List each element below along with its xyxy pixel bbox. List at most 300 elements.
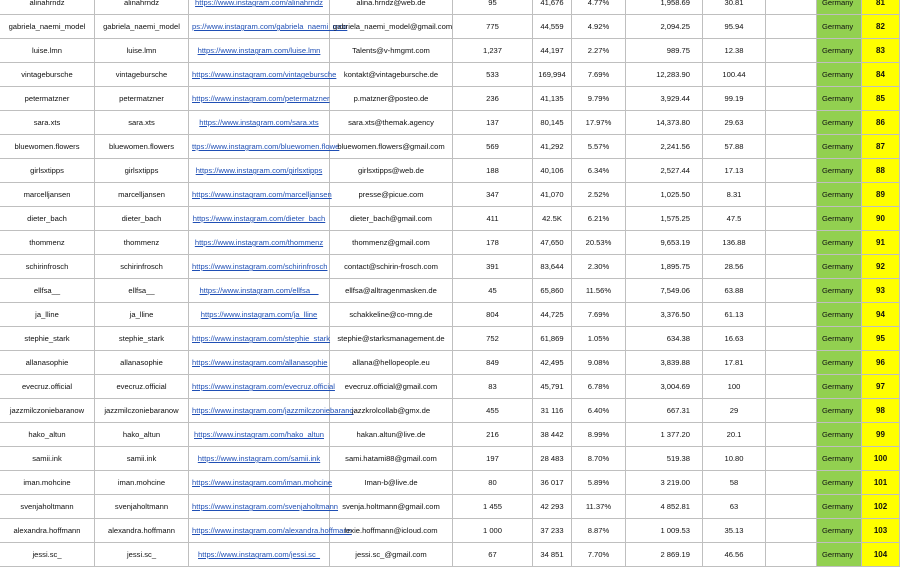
cell-posts[interactable]: 1,237 bbox=[453, 39, 533, 62]
cell-name[interactable]: alexandra.hoffmann bbox=[0, 519, 95, 542]
cell-engagement-rate[interactable]: 11.37% bbox=[572, 495, 626, 518]
cell-username[interactable]: alexandra.hoffmann bbox=[95, 519, 189, 542]
cell-profile-link[interactable] bbox=[189, 423, 330, 446]
cell-row-number[interactable]: 84 bbox=[862, 63, 900, 86]
cell-ratio[interactable]: 95.94 bbox=[703, 15, 766, 38]
profile-link[interactable]: https://www.instagram.com/iman.mohcine bbox=[192, 478, 333, 487]
cell-engagement-rate[interactable]: 6.78% bbox=[572, 375, 626, 398]
table-row[interactable] bbox=[0, 399, 900, 423]
table-row[interactable] bbox=[0, 135, 900, 159]
cell-engagement-rate[interactable]: 5.89% bbox=[572, 471, 626, 494]
cell-profile-link[interactable] bbox=[189, 447, 330, 470]
cell-email[interactable]: Talents@v-hmgmt.com bbox=[330, 39, 453, 62]
cell-empty[interactable] bbox=[766, 543, 817, 566]
cell-username[interactable]: jazzmilczoniebaranow bbox=[95, 399, 189, 422]
cell-name[interactable]: samii.ink bbox=[0, 447, 95, 470]
profile-link[interactable]: https://www.instagram.com/allanasophie bbox=[192, 358, 328, 367]
table-row[interactable] bbox=[0, 15, 900, 39]
cell-followers[interactable]: 45,791 bbox=[533, 375, 572, 398]
cell-country[interactable]: Germany bbox=[817, 495, 862, 518]
cell-username[interactable]: thommenz bbox=[95, 231, 189, 254]
cell-empty[interactable] bbox=[766, 63, 817, 86]
cell-posts[interactable]: 178 bbox=[453, 231, 533, 254]
cell-followers[interactable]: 169,994 bbox=[533, 63, 572, 86]
cell-profile-link[interactable] bbox=[189, 183, 330, 206]
cell-followers[interactable]: 83,644 bbox=[533, 255, 572, 278]
cell-followers[interactable]: 42.5K bbox=[533, 207, 572, 230]
cell-profile-link[interactable] bbox=[189, 279, 330, 302]
cell-profile-link[interactable] bbox=[189, 207, 330, 230]
cell-followers[interactable]: 47,650 bbox=[533, 231, 572, 254]
cell-username[interactable]: alinahrndz bbox=[95, 0, 189, 14]
cell-name[interactable]: jessi.sc_ bbox=[0, 543, 95, 566]
profile-link[interactable]: https://www.instagram.com/girlsxtipps bbox=[195, 166, 323, 175]
cell-ratio[interactable]: 63 bbox=[703, 495, 766, 518]
cell-profile-link[interactable] bbox=[189, 471, 333, 494]
cell-followers[interactable]: 40,106 bbox=[533, 159, 572, 182]
cell-empty[interactable] bbox=[766, 399, 817, 422]
cell-row-number[interactable]: 101 bbox=[862, 471, 900, 494]
profile-link[interactable]: https://www.instagram.com/luise.lmn bbox=[197, 46, 321, 55]
cell-country[interactable]: Germany bbox=[817, 279, 862, 302]
cell-followers[interactable]: 44,197 bbox=[533, 39, 572, 62]
cell-row-number[interactable]: 85 bbox=[862, 87, 900, 110]
cell-empty[interactable] bbox=[766, 303, 817, 326]
profile-link[interactable]: ps://www.instagram.com/gabriela_naemi_moo bbox=[192, 22, 348, 31]
cell-row-number[interactable]: 90 bbox=[862, 207, 900, 230]
cell-username[interactable]: sara.xts bbox=[95, 111, 189, 134]
cell-profile-link[interactable] bbox=[189, 15, 348, 38]
cell-posts[interactable]: 188 bbox=[453, 159, 533, 182]
cell-followers[interactable]: 42,495 bbox=[533, 351, 572, 374]
cell-avg-interactions[interactable]: 4 852.81 bbox=[626, 495, 703, 518]
table-row[interactable] bbox=[0, 351, 900, 375]
cell-country[interactable]: Germany bbox=[817, 159, 862, 182]
cell-posts[interactable]: 775 bbox=[453, 15, 533, 38]
cell-email[interactable]: bluewomen.flowers@gmail.com bbox=[330, 135, 453, 158]
profile-link[interactable]: https://www.instagram.com/schirinfrosch bbox=[192, 262, 328, 271]
profile-link[interactable]: https://www.instagram.com/dieter_bach bbox=[192, 214, 326, 223]
cell-username[interactable]: iman.mohcine bbox=[95, 471, 189, 494]
cell-profile-link[interactable] bbox=[189, 159, 330, 182]
cell-empty[interactable] bbox=[766, 495, 817, 518]
cell-engagement-rate[interactable]: 9.79% bbox=[572, 87, 626, 110]
cell-posts[interactable]: 1 455 bbox=[453, 495, 533, 518]
table-row[interactable] bbox=[0, 303, 900, 327]
cell-followers[interactable]: 38 442 bbox=[533, 423, 572, 446]
table-row[interactable] bbox=[0, 183, 900, 207]
cell-avg-interactions[interactable]: 2,527.44 bbox=[626, 159, 703, 182]
cell-country[interactable]: Germany bbox=[817, 87, 862, 110]
cell-country[interactable]: Germany bbox=[817, 111, 862, 134]
cell-engagement-rate[interactable]: 4.92% bbox=[572, 15, 626, 38]
cell-empty[interactable] bbox=[766, 231, 817, 254]
cell-email[interactable]: jessi.sc_@gmail.com bbox=[330, 543, 453, 566]
cell-ratio[interactable]: 28.56 bbox=[703, 255, 766, 278]
cell-ratio[interactable]: 10.80 bbox=[703, 447, 766, 470]
cell-followers[interactable]: 28 483 bbox=[533, 447, 572, 470]
cell-row-number[interactable]: 83 bbox=[862, 39, 900, 62]
cell-username[interactable]: schirinfrosch bbox=[95, 255, 189, 278]
cell-ratio[interactable]: 61.13 bbox=[703, 303, 766, 326]
table-row[interactable] bbox=[0, 87, 900, 111]
cell-posts[interactable]: 569 bbox=[453, 135, 533, 158]
cell-username[interactable]: luise.lmn bbox=[95, 39, 189, 62]
cell-followers[interactable]: 36 017 bbox=[533, 471, 572, 494]
cell-empty[interactable] bbox=[766, 15, 817, 38]
cell-profile-link[interactable] bbox=[189, 231, 330, 254]
cell-row-number[interactable]: 97 bbox=[862, 375, 900, 398]
table-row[interactable] bbox=[0, 111, 900, 135]
profile-link[interactable]: https://www.instagram.com/svenjaholtmann bbox=[192, 502, 339, 511]
cell-country[interactable]: Germany bbox=[817, 255, 862, 278]
cell-ratio[interactable]: 58 bbox=[703, 471, 766, 494]
cell-row-number[interactable]: 94 bbox=[862, 303, 900, 326]
cell-country[interactable]: Germany bbox=[817, 207, 862, 230]
cell-engagement-rate[interactable]: 11.56% bbox=[572, 279, 626, 302]
cell-followers[interactable]: 80,145 bbox=[533, 111, 572, 134]
cell-name[interactable]: evecruz.official bbox=[0, 375, 95, 398]
cell-empty[interactable] bbox=[766, 39, 817, 62]
cell-row-number[interactable]: 92 bbox=[862, 255, 900, 278]
cell-ratio[interactable]: 47.5 bbox=[703, 207, 766, 230]
profile-link[interactable]: https://www.instagram.com/vintagebursche bbox=[192, 70, 337, 79]
cell-country[interactable]: Germany bbox=[817, 423, 862, 446]
cell-name[interactable]: gabriela_naemi_model bbox=[0, 15, 95, 38]
table-row[interactable] bbox=[0, 327, 900, 351]
cell-row-number[interactable]: 88 bbox=[862, 159, 900, 182]
cell-username[interactable]: jessi.sc_ bbox=[95, 543, 189, 566]
cell-username[interactable]: petermatzner bbox=[95, 87, 189, 110]
cell-avg-interactions[interactable]: 1,025.50 bbox=[626, 183, 703, 206]
cell-followers[interactable]: 41,070 bbox=[533, 183, 572, 206]
cell-email[interactable]: sami.hatami88@gmail.com bbox=[330, 447, 453, 470]
profile-link[interactable]: https://www.instagram.com/hako_altun bbox=[194, 430, 324, 439]
cell-avg-interactions[interactable]: 2,241.56 bbox=[626, 135, 703, 158]
cell-email[interactable]: svenja.holtmann@gmail.com bbox=[330, 495, 453, 518]
cell-name[interactable]: allanasophie bbox=[0, 351, 95, 374]
cell-email[interactable]: schakkeline@co-mng.de bbox=[330, 303, 453, 326]
cell-avg-interactions[interactable]: 634.38 bbox=[626, 327, 703, 350]
cell-row-number[interactable]: 89 bbox=[862, 183, 900, 206]
cell-name[interactable]: luise.lmn bbox=[0, 39, 95, 62]
cell-username[interactable]: girlsxtipps bbox=[95, 159, 189, 182]
cell-profile-link[interactable] bbox=[189, 543, 330, 566]
cell-country[interactable]: Germany bbox=[817, 471, 862, 494]
cell-email[interactable]: ellfsa@alltragenmasken.de bbox=[330, 279, 453, 302]
cell-profile-link[interactable] bbox=[189, 375, 335, 398]
cell-empty[interactable] bbox=[766, 207, 817, 230]
cell-empty[interactable] bbox=[766, 183, 817, 206]
table-row[interactable] bbox=[0, 543, 900, 567]
cell-avg-interactions[interactable]: 519.38 bbox=[626, 447, 703, 470]
cell-name[interactable]: thommenz bbox=[0, 231, 95, 254]
cell-name[interactable]: alinahrndz bbox=[0, 0, 95, 14]
cell-posts[interactable]: 45 bbox=[453, 279, 533, 302]
cell-engagement-rate[interactable]: 8.99% bbox=[572, 423, 626, 446]
cell-empty[interactable] bbox=[766, 159, 817, 182]
cell-country[interactable]: Germany bbox=[817, 63, 862, 86]
cell-country[interactable]: Germany bbox=[817, 15, 862, 38]
cell-engagement-rate[interactable]: 6.34% bbox=[572, 159, 626, 182]
cell-email[interactable]: lexie.hoffmann@icloud.com bbox=[330, 519, 453, 542]
cell-profile-link[interactable] bbox=[189, 519, 352, 542]
cell-posts[interactable]: 391 bbox=[453, 255, 533, 278]
cell-empty[interactable] bbox=[766, 423, 817, 446]
cell-country[interactable]: Germany bbox=[817, 543, 862, 566]
cell-username[interactable]: ellfsa__ bbox=[95, 279, 189, 302]
cell-profile-link[interactable] bbox=[189, 87, 330, 110]
cell-row-number[interactable]: 103 bbox=[862, 519, 900, 542]
profile-link[interactable]: https://www.instagram.com/ellfsa__ bbox=[199, 286, 319, 295]
cell-row-number[interactable]: 86 bbox=[862, 111, 900, 134]
table-row[interactable] bbox=[0, 471, 900, 495]
cell-email[interactable]: p.matzner@posteo.de bbox=[330, 87, 453, 110]
profile-link[interactable]: https://www.instagram.com/samii.ink bbox=[197, 454, 321, 463]
cell-row-number[interactable]: 81 bbox=[862, 0, 900, 14]
cell-username[interactable]: allanasophie bbox=[95, 351, 189, 374]
cell-avg-interactions[interactable]: 1,958.69 bbox=[626, 0, 703, 14]
profile-link[interactable]: https://www.instagram.com/jazzmilczoniebarano bbox=[192, 406, 354, 415]
cell-profile-link[interactable] bbox=[189, 63, 337, 86]
cell-name[interactable]: schirinfrosch bbox=[0, 255, 95, 278]
table-row[interactable] bbox=[0, 39, 900, 63]
cell-engagement-rate[interactable]: 4.77% bbox=[572, 0, 626, 14]
cell-country[interactable]: Germany bbox=[817, 375, 862, 398]
cell-email[interactable]: hakan.altun@live.de bbox=[330, 423, 453, 446]
cell-avg-interactions[interactable]: 2,094.25 bbox=[626, 15, 703, 38]
cell-engagement-rate[interactable]: 2.30% bbox=[572, 255, 626, 278]
cell-country[interactable]: Germany bbox=[817, 327, 862, 350]
cell-name[interactable]: ja_lline bbox=[0, 303, 95, 326]
cell-country[interactable]: Germany bbox=[817, 135, 862, 158]
cell-posts[interactable]: 804 bbox=[453, 303, 533, 326]
cell-engagement-rate[interactable]: 8.87% bbox=[572, 519, 626, 542]
profile-link[interactable]: https://www.instagram.com/ja_lline bbox=[200, 310, 318, 319]
cell-username[interactable]: vintagebursche bbox=[95, 63, 189, 86]
table-row[interactable] bbox=[0, 279, 900, 303]
cell-country[interactable]: Germany bbox=[817, 399, 862, 422]
table-row[interactable] bbox=[0, 447, 900, 471]
cell-name[interactable]: svenjaholtmann bbox=[0, 495, 95, 518]
cell-posts[interactable]: 411 bbox=[453, 207, 533, 230]
cell-email[interactable]: jazzkrolcollab@gmx.de bbox=[330, 399, 453, 422]
cell-ratio[interactable]: 99.19 bbox=[703, 87, 766, 110]
cell-avg-interactions[interactable]: 2 869.19 bbox=[626, 543, 703, 566]
cell-posts[interactable]: 849 bbox=[453, 351, 533, 374]
cell-followers[interactable]: 31 116 bbox=[533, 399, 572, 422]
table-row[interactable] bbox=[0, 159, 900, 183]
cell-avg-interactions[interactable]: 1,575.25 bbox=[626, 207, 703, 230]
cell-empty[interactable] bbox=[766, 87, 817, 110]
cell-posts[interactable]: 1 000 bbox=[453, 519, 533, 542]
table-row[interactable] bbox=[0, 63, 900, 87]
table-row[interactable] bbox=[0, 207, 900, 231]
cell-avg-interactions[interactable]: 3,004.69 bbox=[626, 375, 703, 398]
cell-empty[interactable] bbox=[766, 279, 817, 302]
cell-username[interactable]: svenjaholtmann bbox=[95, 495, 189, 518]
cell-username[interactable]: marcelljansen bbox=[95, 183, 189, 206]
cell-engagement-rate[interactable]: 2.52% bbox=[572, 183, 626, 206]
cell-empty[interactable] bbox=[766, 327, 817, 350]
cell-avg-interactions[interactable]: 3,376.50 bbox=[626, 303, 703, 326]
table-row[interactable] bbox=[0, 495, 900, 519]
cell-email[interactable]: allana@hellopeople.eu bbox=[330, 351, 453, 374]
cell-engagement-rate[interactable]: 1.05% bbox=[572, 327, 626, 350]
cell-empty[interactable] bbox=[766, 0, 817, 14]
cell-followers[interactable]: 44,725 bbox=[533, 303, 572, 326]
cell-username[interactable]: evecruz.official bbox=[95, 375, 189, 398]
cell-row-number[interactable]: 82 bbox=[862, 15, 900, 38]
profile-link[interactable]: https://www.instagram.com/alinahrndz bbox=[195, 0, 323, 7]
cell-row-number[interactable]: 95 bbox=[862, 327, 900, 350]
cell-posts[interactable]: 197 bbox=[453, 447, 533, 470]
cell-followers[interactable]: 61,869 bbox=[533, 327, 572, 350]
cell-email[interactable]: dieter_bach@gmail.com bbox=[330, 207, 453, 230]
cell-posts[interactable]: 67 bbox=[453, 543, 533, 566]
cell-profile-link[interactable] bbox=[189, 351, 330, 374]
table-row[interactable] bbox=[0, 231, 900, 255]
cell-country[interactable]: Germany bbox=[817, 39, 862, 62]
cell-avg-interactions[interactable]: 3,839.88 bbox=[626, 351, 703, 374]
cell-name[interactable]: ellfsa__ bbox=[0, 279, 95, 302]
cell-avg-interactions[interactable]: 7,549.06 bbox=[626, 279, 703, 302]
cell-row-number[interactable]: 91 bbox=[862, 231, 900, 254]
cell-country[interactable]: Germany bbox=[817, 351, 862, 374]
cell-username[interactable]: hako_altun bbox=[95, 423, 189, 446]
cell-username[interactable]: stephie_stark bbox=[95, 327, 189, 350]
cell-username[interactable]: ja_lline bbox=[95, 303, 189, 326]
cell-name[interactable]: stephie_stark bbox=[0, 327, 95, 350]
cell-row-number[interactable]: 98 bbox=[862, 399, 900, 422]
cell-country[interactable]: Germany bbox=[817, 303, 862, 326]
table-row[interactable] bbox=[0, 423, 900, 447]
cell-ratio[interactable]: 30.81 bbox=[703, 0, 766, 14]
cell-empty[interactable] bbox=[766, 519, 817, 542]
cell-ratio[interactable]: 57.88 bbox=[703, 135, 766, 158]
cell-avg-interactions[interactable]: 12,283.90 bbox=[626, 63, 703, 86]
cell-profile-link[interactable] bbox=[189, 495, 339, 518]
profile-link[interactable]: ttps://www.instagram.com/bluewomen.flowe bbox=[192, 142, 340, 151]
cell-profile-link[interactable] bbox=[189, 135, 340, 158]
cell-posts[interactable]: 236 bbox=[453, 87, 533, 110]
cell-email[interactable]: alina.hrndz@web.de bbox=[330, 0, 453, 14]
cell-country[interactable]: Germany bbox=[817, 183, 862, 206]
cell-engagement-rate[interactable]: 2.27% bbox=[572, 39, 626, 62]
cell-email[interactable]: thommenz@gmail.com bbox=[330, 231, 453, 254]
table-row[interactable] bbox=[0, 0, 900, 15]
cell-ratio[interactable]: 20.1 bbox=[703, 423, 766, 446]
cell-row-number[interactable]: 99 bbox=[862, 423, 900, 446]
cell-ratio[interactable]: 17.13 bbox=[703, 159, 766, 182]
cell-posts[interactable]: 455 bbox=[453, 399, 533, 422]
cell-name[interactable]: hako_altun bbox=[0, 423, 95, 446]
cell-empty[interactable] bbox=[766, 447, 817, 470]
cell-email[interactable]: evecruz.official@gmail.com bbox=[330, 375, 453, 398]
cell-empty[interactable] bbox=[766, 351, 817, 374]
cell-ratio[interactable]: 63.88 bbox=[703, 279, 766, 302]
cell-avg-interactions[interactable]: 14,373.80 bbox=[626, 111, 703, 134]
cell-name[interactable]: iman.mohcine bbox=[0, 471, 95, 494]
cell-email[interactable]: stephie@starksmanagement.de bbox=[330, 327, 453, 350]
cell-name[interactable]: dieter_bach bbox=[0, 207, 95, 230]
cell-avg-interactions[interactable]: 1 377.20 bbox=[626, 423, 703, 446]
cell-ratio[interactable]: 136.88 bbox=[703, 231, 766, 254]
cell-avg-interactions[interactable]: 1 009.53 bbox=[626, 519, 703, 542]
cell-empty[interactable] bbox=[766, 255, 817, 278]
cell-profile-link[interactable] bbox=[189, 327, 330, 350]
cell-engagement-rate[interactable]: 5.57% bbox=[572, 135, 626, 158]
cell-posts[interactable]: 95 bbox=[453, 0, 533, 14]
cell-country[interactable]: Germany bbox=[817, 231, 862, 254]
profile-link[interactable]: https://www.instagram.com/sara.xts bbox=[199, 118, 319, 127]
cell-row-number[interactable]: 100 bbox=[862, 447, 900, 470]
cell-followers[interactable]: 41,676 bbox=[533, 0, 572, 14]
cell-avg-interactions[interactable]: 3,929.44 bbox=[626, 87, 703, 110]
cell-posts[interactable]: 752 bbox=[453, 327, 533, 350]
cell-name[interactable]: bluewomen.flowers bbox=[0, 135, 95, 158]
cell-avg-interactions[interactable]: 989.75 bbox=[626, 39, 703, 62]
cell-profile-link[interactable] bbox=[189, 303, 330, 326]
cell-row-number[interactable]: 93 bbox=[862, 279, 900, 302]
cell-followers[interactable]: 34 851 bbox=[533, 543, 572, 566]
cell-country[interactable]: Germany bbox=[817, 519, 862, 542]
cell-followers[interactable]: 42 293 bbox=[533, 495, 572, 518]
profile-link[interactable]: https://www.instagram.com/thommenz bbox=[194, 238, 324, 247]
cell-engagement-rate[interactable]: 9.08% bbox=[572, 351, 626, 374]
cell-avg-interactions[interactable]: 9,653.19 bbox=[626, 231, 703, 254]
cell-username[interactable]: dieter_bach bbox=[95, 207, 189, 230]
cell-avg-interactions[interactable]: 667.31 bbox=[626, 399, 703, 422]
cell-email[interactable]: contact@schirin-frosch.com bbox=[330, 255, 453, 278]
cell-engagement-rate[interactable]: 7.69% bbox=[572, 63, 626, 86]
cell-email[interactable]: Iman-b@live.de bbox=[330, 471, 453, 494]
cell-empty[interactable] bbox=[766, 135, 817, 158]
cell-email[interactable]: gabriela_naemi_model@gmail.com bbox=[330, 15, 453, 38]
cell-profile-link[interactable] bbox=[189, 39, 330, 62]
table-row[interactable] bbox=[0, 519, 900, 543]
cell-profile-link[interactable] bbox=[189, 255, 330, 278]
cell-followers[interactable]: 65,860 bbox=[533, 279, 572, 302]
cell-ratio[interactable]: 16.63 bbox=[703, 327, 766, 350]
cell-posts[interactable]: 80 bbox=[453, 471, 533, 494]
cell-engagement-rate[interactable]: 8.70% bbox=[572, 447, 626, 470]
cell-ratio[interactable]: 46.56 bbox=[703, 543, 766, 566]
cell-row-number[interactable]: 96 bbox=[862, 351, 900, 374]
profile-link[interactable]: https://www.instagram.com/evecruz.official bbox=[192, 382, 335, 391]
cell-ratio[interactable]: 35.13 bbox=[703, 519, 766, 542]
cell-engagement-rate[interactable]: 6.40% bbox=[572, 399, 626, 422]
cell-username[interactable]: gabriela_naemi_model bbox=[95, 15, 189, 38]
cell-empty[interactable] bbox=[766, 375, 817, 398]
cell-profile-link[interactable] bbox=[189, 111, 330, 134]
cell-ratio[interactable]: 8.31 bbox=[703, 183, 766, 206]
cell-email[interactable]: presse@picue.com bbox=[330, 183, 453, 206]
cell-ratio[interactable]: 12.38 bbox=[703, 39, 766, 62]
cell-profile-link[interactable] bbox=[189, 399, 354, 422]
cell-username[interactable]: samii.ink bbox=[95, 447, 189, 470]
cell-email[interactable]: kontakt@vintagebursche.de bbox=[330, 63, 453, 86]
cell-email[interactable]: sara.xts@themak.agency bbox=[330, 111, 453, 134]
profile-link[interactable]: https://www.instagram.com/petermatzner bbox=[192, 94, 330, 103]
table-row[interactable] bbox=[0, 255, 900, 279]
cell-followers[interactable]: 41,292 bbox=[533, 135, 572, 158]
cell-avg-interactions[interactable]: 3 219.00 bbox=[626, 471, 703, 494]
cell-posts[interactable]: 137 bbox=[453, 111, 533, 134]
cell-engagement-rate[interactable]: 7.69% bbox=[572, 303, 626, 326]
cell-row-number[interactable]: 102 bbox=[862, 495, 900, 518]
cell-empty[interactable] bbox=[766, 471, 817, 494]
